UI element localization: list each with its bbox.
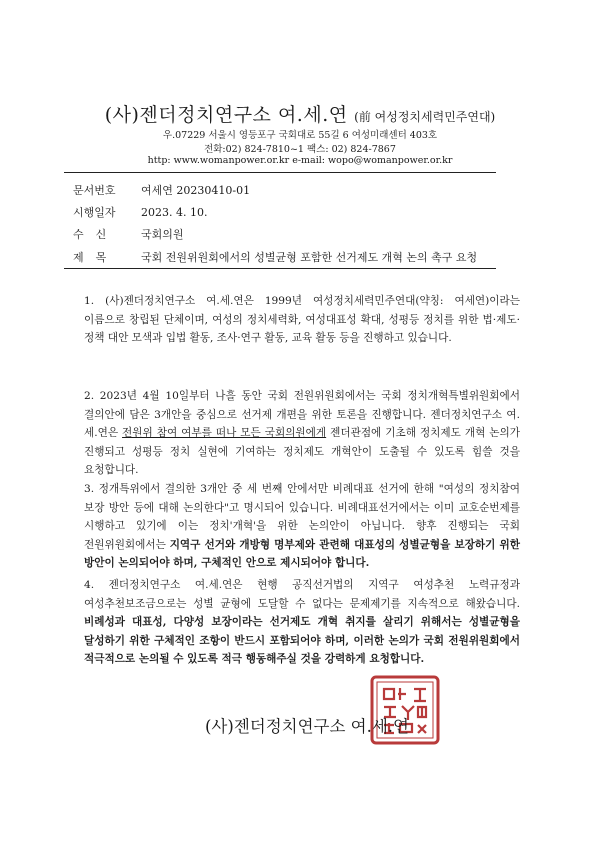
date-row: [73, 204, 207, 220]
paragraph-2-text-a: 2. 2023년 4월 10일부터 나흘 동안 국회 전원위원회에서는 국회 정치개혁특별위원회에서 결의안에 담은 3개안을 중심으로 선거제 개편을 위한 토론을 진행합니다. 젠더정치연구소 여.세.연은: [84, 390, 520, 439]
doc-number: 여세연 20230410-01: [141, 184, 251, 197]
subject-label: 제목: [73, 251, 119, 264]
paragraph-3: [84, 480, 520, 573]
letterhead-title: [0, 100, 600, 127]
paragraph-2: [84, 387, 520, 480]
paragraph-4: [84, 576, 520, 669]
paragraph-4-text: 4. 젠더정치연구소 여.세.연은 현행 공직선거법의 지역구 여성추천 노력규정과 여성추천보조금으로는 성별 균형에 도달할 수 없다는 문제제기를 지속적으로 해왔습니다.: [84, 579, 520, 610]
recipient-label: 수신: [73, 228, 119, 241]
paragraph-3-text: 3. 정개특위에서 결의한 3개안 중 세 번째 안에서만 비례대표 선거에 한해 "여성의 정치참여 보장 방안 등에 대해 논의한다"고 명시되어 있습니다. 비례대표선거에서는 이미 교호순번제를 시행하고 있기에 이는 정치'개혁'을 위한 논의안이 아닙니다. 향후 진행되는 국회 전원위원회에서는: [84, 483, 520, 551]
divider-bottom: [64, 268, 496, 269]
org-name: (사)젠더정치연구소 여.세.연: [104, 104, 348, 126]
web-email-line: http: www.womanpower.or.kr e-mail: wopo@womanpower.or.kr: [147, 155, 453, 166]
paragraph-2-underlined: 전원위 참여 여부를 떠나 모든 국회의원에게: [122, 427, 327, 439]
divider-top: [64, 172, 496, 173]
org-former-name: (前 여성정치세력민주연대): [354, 110, 496, 124]
paragraph-1: 1. (사)젠더정치연구소 여.세.연은 1999년 여성정치세력민주연대(약칭: 여세연)이라는 이름으로 창립된 단체이며, 여성의 정치세력화, 여성대표성 확대, 성평등 정치를 위한 법·제도·정책 대안 모색과 입법 활동, 조사·연구 활동, 교육 활동 등을 진행하고 있습니다.: [84, 295, 520, 344]
paragraph-2-text-b: 젠더관점에 기초해 정치제도 개혁 논의가 진행되고 성평등 정치 실현에 기여하는 정치제도 개혁안이 도출될 수 있도록 힘쓸 것을 요청합니다.: [84, 427, 520, 476]
recipient-value: 국회의원: [141, 228, 184, 241]
subject-row: [73, 249, 477, 265]
date-label: 시행일자: [73, 206, 116, 219]
phone-fax-line: 전화:02) 824-7810~1 팩스: 02) 824-7867: [204, 144, 396, 155]
doc-number-row: [73, 182, 250, 198]
signature-org-name: (사)젠더정치연구소 여.세.연: [205, 717, 409, 736]
subject-value: 국회 전원위원회에서의 성별균형 포함한 선거제도 개혁 논의 촉구 요청: [141, 251, 478, 264]
paragraph-4-bold: 비례성과 대표성, 다양성 보장이라는 선거제도 개혁 취지를 살리기 위해서는 성별균형을 달성하기 위한 구체적인 조항이 반드시 포함되어야 하며, 이러한 논의가 국회 전원위원회에서 적극적으로 논의될 수 있도록 적극 행동해주실 것을 강력하게 요청합니다.: [84, 616, 520, 665]
recipient-row: [73, 226, 184, 242]
date-value: 2023. 4. 10.: [141, 206, 208, 219]
address-line: 우.07229 서울시 영등포구 국회대로 55길 6 여성미래센터 403호: [162, 130, 438, 141]
doc-number-label: 문서번호: [73, 184, 116, 197]
paragraph-3-bold: 지역구 선거와 개방형 명부제와 관련해 대표성의 성별균형을 보장하기 위한 방안이 논의되어야 하며, 구체적인 안으로 제시되어야 합니다.: [84, 538, 520, 569]
